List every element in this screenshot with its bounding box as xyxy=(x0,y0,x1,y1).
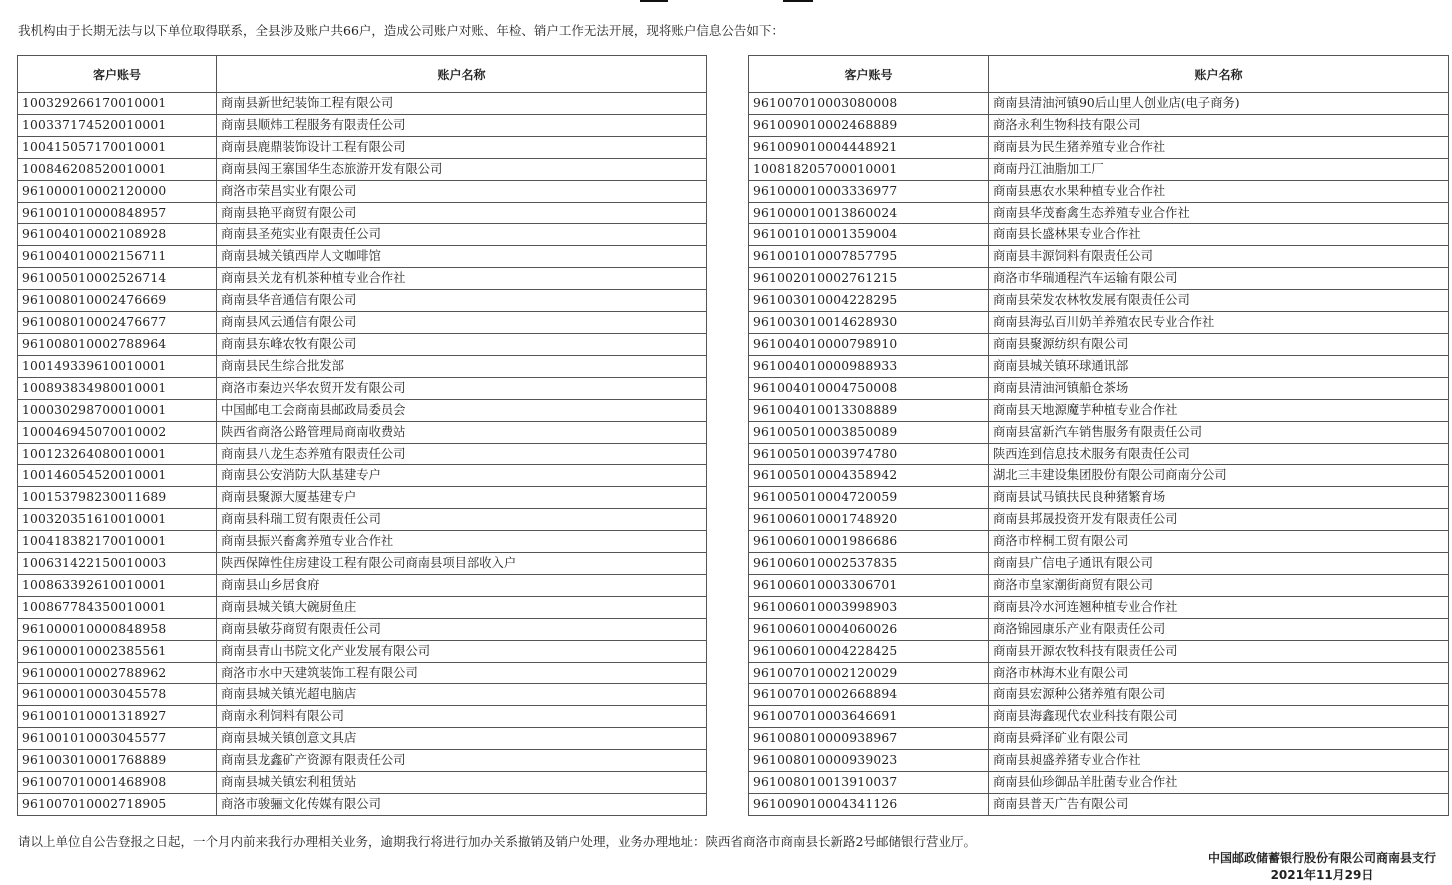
account-name-cell: 商南县城关镇创意文具店 xyxy=(217,728,707,750)
account-name-cell: 商南县八龙生态养殖有限责任公司 xyxy=(217,443,707,465)
account-name-cell: 商南县城关镇环球通讯部 xyxy=(989,355,1449,377)
table-row xyxy=(18,640,707,662)
account-name-cell: 商南县为民生猪养殖专业合作社 xyxy=(989,136,1449,158)
account-name-cell: 商南县海弘百川奶羊养殖农民专业合作社 xyxy=(989,312,1449,334)
account-number-cell: 961000010002788962 xyxy=(18,662,217,684)
table-row xyxy=(18,794,707,816)
account-number-cell: 961006010003306701 xyxy=(749,574,989,596)
table-row xyxy=(749,553,1449,575)
account-name-cell: 商南县圣苑实业有限责任公司 xyxy=(217,224,707,246)
table-row xyxy=(18,487,707,509)
account-name-cell: 商洛市骏骊文化传媒有限公司 xyxy=(217,794,707,816)
table-row xyxy=(18,618,707,640)
account-number-cell: 961005010004358942 xyxy=(749,465,989,487)
account-number-cell: 100818205700010001 xyxy=(749,158,989,180)
account-number-cell: 961000010002385561 xyxy=(18,640,217,662)
account-number-cell: 961005010002526714 xyxy=(18,268,217,290)
account-number-cell: 961006010001986686 xyxy=(749,531,989,553)
table-row xyxy=(749,574,1449,596)
table-row xyxy=(749,662,1449,684)
account-number-cell: 961009010004341126 xyxy=(749,794,989,816)
account-name-cell: 陕西连到信息技术服务有限责任公司 xyxy=(989,443,1449,465)
account-number-cell: 100863392610010001 xyxy=(18,574,217,596)
account-name-cell: 商南县新世纪装饰工程有限公司 xyxy=(217,93,707,115)
account-number-cell: 100329266170010001 xyxy=(18,93,217,115)
footer-notice: 请以上单位自公告登报之日起，一个月内前来我行办理相关业务，逾期我行将进行加办关系撤销及销户处理，业务办理地址：陕西省商洛市商南县长新路2号邮储银行营业厅。 xyxy=(18,834,976,849)
table-row xyxy=(18,772,707,794)
table-row xyxy=(749,180,1449,202)
account-name-cell: 商南县艳平商贸有限公司 xyxy=(217,202,707,224)
account-name-cell: 商南县聚源纺织有限公司 xyxy=(989,333,1449,355)
header-account-name: 账户名称 xyxy=(989,56,1449,93)
table-row xyxy=(749,487,1449,509)
account-number-cell: 961000010003045578 xyxy=(18,684,217,706)
cropped-title-fragment xyxy=(636,0,816,4)
account-number-cell: 961001010003045577 xyxy=(18,728,217,750)
account-name-cell: 商南县敏芬商贸有限责任公司 xyxy=(217,618,707,640)
table-row xyxy=(749,399,1449,421)
table-row xyxy=(18,224,707,246)
account-number-cell: 961008010002476669 xyxy=(18,290,217,312)
account-number-cell: 961004010002108928 xyxy=(18,224,217,246)
account-number-cell: 961005010003850089 xyxy=(749,421,989,443)
account-number-cell: 961000010013860024 xyxy=(749,202,989,224)
table-row xyxy=(749,509,1449,531)
table-row xyxy=(18,684,707,706)
account-name-cell: 商洛市荣昌实业有限公司 xyxy=(217,180,707,202)
account-name-cell: 商南县冷水河连翘种植专业合作社 xyxy=(989,596,1449,618)
account-name-cell: 商南县华音通信有限公司 xyxy=(217,290,707,312)
account-number-cell: 961002010002761215 xyxy=(749,268,989,290)
account-name-cell: 商南永利饲料有限公司 xyxy=(217,706,707,728)
table-row xyxy=(749,93,1449,115)
account-number-cell: 961005010003974780 xyxy=(749,443,989,465)
account-number-cell: 961001010001318927 xyxy=(18,706,217,728)
table-row xyxy=(749,706,1449,728)
table-row xyxy=(18,290,707,312)
account-name-cell: 商南县宏源种公猪养殖有限公司 xyxy=(989,684,1449,706)
table-row xyxy=(749,290,1449,312)
table-row xyxy=(18,202,707,224)
table-row xyxy=(749,333,1449,355)
table-row xyxy=(749,136,1449,158)
account-number-cell: 961004010013308889 xyxy=(749,399,989,421)
header-account-no: 客户账号 xyxy=(749,56,989,93)
account-name-cell: 商南县青山书院文化产业发展有限公司 xyxy=(217,640,707,662)
table-row xyxy=(18,750,707,772)
table-row xyxy=(749,202,1449,224)
account-name-cell: 商南县闯王寨国华生态旅游开发有限公司 xyxy=(217,158,707,180)
account-name-cell: 商南县惠农水果种植专业合作社 xyxy=(989,180,1449,202)
account-number-cell: 961008010013910037 xyxy=(749,772,989,794)
account-number-cell: 100030298700010001 xyxy=(18,399,217,421)
account-number-cell: 961007010002718905 xyxy=(18,794,217,816)
account-number-cell: 961008010000938967 xyxy=(749,728,989,750)
table-row xyxy=(749,465,1449,487)
table-row xyxy=(749,158,1449,180)
account-number-cell: 961005010004720059 xyxy=(749,487,989,509)
account-number-cell: 961006010001748920 xyxy=(749,509,989,531)
table-row xyxy=(18,421,707,443)
account-name-cell: 商南县龙鑫矿产资源有限责任公司 xyxy=(217,750,707,772)
table-row xyxy=(749,684,1449,706)
account-name-cell: 商南县普天广告有限公司 xyxy=(989,794,1449,816)
account-name-cell: 商南县富新汽车销售服务有限责任公司 xyxy=(989,421,1449,443)
account-number-cell: 961001010000848957 xyxy=(18,202,217,224)
account-name-cell: 商南县清油河镇90后山里人创业店(电子商务) xyxy=(989,93,1449,115)
account-number-cell: 961009010002468889 xyxy=(749,114,989,136)
table-row xyxy=(749,750,1449,772)
account-name-cell: 商南县东峰农牧有限公司 xyxy=(217,333,707,355)
account-number-cell: 961008010000939023 xyxy=(749,750,989,772)
account-name-cell: 商洛市梓桐工贸有限公司 xyxy=(989,531,1449,553)
table-row xyxy=(18,158,707,180)
account-name-cell: 商洛市秦边兴华农贸开发有限公司 xyxy=(217,377,707,399)
account-name-cell: 商南县荣发农林牧发展有限责任公司 xyxy=(989,290,1449,312)
account-name-cell: 商南县振兴畜禽养殖专业合作社 xyxy=(217,531,707,553)
account-name-cell: 商南丹江油脂加工厂 xyxy=(989,158,1449,180)
account-name-cell: 商南县长盛林果专业合作社 xyxy=(989,224,1449,246)
table-row xyxy=(749,355,1449,377)
table-row xyxy=(18,574,707,596)
account-name-cell: 商南县城关镇大碗厨鱼庄 xyxy=(217,596,707,618)
account-name-cell: 商南县城关镇宏利租赁站 xyxy=(217,772,707,794)
account-name-cell: 商南县鹿鼎装饰设计工程有限公司 xyxy=(217,136,707,158)
account-number-cell: 961004010002156711 xyxy=(18,246,217,268)
table-row xyxy=(18,596,707,618)
table-row xyxy=(18,114,707,136)
account-number-cell: 961008010002476677 xyxy=(18,312,217,334)
table-row xyxy=(749,114,1449,136)
account-name-cell: 商南县聚源大厦基建专户 xyxy=(217,487,707,509)
account-name-cell: 商南县舜泽矿业有限公司 xyxy=(989,728,1449,750)
account-number-cell: 961004010000988933 xyxy=(749,355,989,377)
table-row xyxy=(749,596,1449,618)
table-row xyxy=(18,136,707,158)
table-row xyxy=(18,377,707,399)
account-number-cell: 961003010014628930 xyxy=(749,312,989,334)
account-name-cell: 商南县顺炜工程服务有限责任公司 xyxy=(217,114,707,136)
account-number-cell: 100867784350010001 xyxy=(18,596,217,618)
account-name-cell: 商南县丰源饲料有限责任公司 xyxy=(989,246,1449,268)
account-number-cell: 961006010004060026 xyxy=(749,618,989,640)
table-row xyxy=(749,268,1449,290)
account-name-cell: 商南县华茂畜禽生态养殖专业合作社 xyxy=(989,202,1449,224)
table-row xyxy=(749,312,1449,334)
account-name-cell: 商洛市林海木业有限公司 xyxy=(989,662,1449,684)
account-number-cell: 961001010007857795 xyxy=(749,246,989,268)
table-row xyxy=(18,728,707,750)
account-number-cell: 961000010000848958 xyxy=(18,618,217,640)
account-name-cell: 商南县试马镇扶民良种猪繁育场 xyxy=(989,487,1449,509)
account-name-cell: 商洛锦园康乐产业有限责任公司 xyxy=(989,618,1449,640)
table-row xyxy=(749,640,1449,662)
table-row xyxy=(18,509,707,531)
account-name-cell: 商南县海鑫现代农业科技有限公司 xyxy=(989,706,1449,728)
account-number-cell: 100631422150010003 xyxy=(18,553,217,575)
signature-block xyxy=(1208,850,1436,884)
table-row xyxy=(18,706,707,728)
account-name-cell: 商南县开源农牧科技有限责任公司 xyxy=(989,640,1449,662)
signature-org: 中国邮政储蓄银行股份有限公司商南县支行 xyxy=(1207,851,1436,865)
account-name-cell: 商洛市华瑞通程汽车运输有限公司 xyxy=(989,268,1449,290)
table-row xyxy=(18,268,707,290)
account-name-cell: 商南县清油河镇船仓茶场 xyxy=(989,377,1449,399)
account-name-cell: 商南县城关镇西岸人文咖啡馆 xyxy=(217,246,707,268)
table-row xyxy=(18,355,707,377)
account-number-cell: 100415057170010001 xyxy=(18,136,217,158)
table-row xyxy=(749,531,1449,553)
account-number-cell: 100846208520010001 xyxy=(18,158,217,180)
table-row xyxy=(749,246,1449,268)
account-name-cell: 商南县邦晟投资开发有限责任公司 xyxy=(989,509,1449,531)
account-name-cell: 商南县科瑞工贸有限责任公司 xyxy=(217,509,707,531)
table-row xyxy=(749,377,1449,399)
account-name-cell: 商南县风云通信有限公司 xyxy=(217,312,707,334)
account-name-cell: 商南县城关镇光超电脑店 xyxy=(217,684,707,706)
account-name-cell: 商南县民生综合批发部 xyxy=(217,355,707,377)
table-row xyxy=(18,312,707,334)
table-row xyxy=(18,399,707,421)
account-number-cell: 100418382170010001 xyxy=(18,531,217,553)
table-row xyxy=(18,443,707,465)
account-number-cell: 961000010003336977 xyxy=(749,180,989,202)
table-row xyxy=(18,662,707,684)
account-number-cell: 961006010002537835 xyxy=(749,553,989,575)
account-number-cell: 961007010003646691 xyxy=(749,706,989,728)
account-name-cell: 陕西保障性住房建设工程有限公司商南县项目部收入户 xyxy=(217,553,707,575)
table-row xyxy=(18,180,707,202)
account-number-cell: 961007010003080008 xyxy=(749,93,989,115)
account-number-cell: 961004010004750008 xyxy=(749,377,989,399)
account-number-cell: 100123264080010001 xyxy=(18,443,217,465)
account-number-cell: 961001010001359004 xyxy=(749,224,989,246)
account-number-cell: 100146054520010001 xyxy=(18,465,217,487)
table-row xyxy=(749,443,1449,465)
account-name-cell: 商洛市皇家潮街商贸有限公司 xyxy=(989,574,1449,596)
account-name-cell: 商南县山乡居食府 xyxy=(217,574,707,596)
signature-date: 2021年11月29日 xyxy=(1270,868,1374,882)
table-row xyxy=(18,93,707,115)
account-number-cell: 961006010003998903 xyxy=(749,596,989,618)
table-row xyxy=(18,531,707,553)
account-number-cell: 961008010002788964 xyxy=(18,333,217,355)
table-row xyxy=(18,465,707,487)
account-number-cell: 100046945070010002 xyxy=(18,421,217,443)
header-account-no: 客户账号 xyxy=(18,56,217,93)
account-name-cell: 湖北三丰建设集团股份有限公司商南分公司 xyxy=(989,465,1449,487)
table-row xyxy=(749,618,1449,640)
account-name-cell: 陕西省商洛公路管理局商南收费站 xyxy=(217,421,707,443)
account-number-cell: 100153798230011689 xyxy=(18,487,217,509)
account-name-cell: 商南县天地源魔芋种植专业合作社 xyxy=(989,399,1449,421)
table-row xyxy=(18,246,707,268)
account-name-cell: 商南县广信电子通讯有限公司 xyxy=(989,553,1449,575)
table-row xyxy=(749,728,1449,750)
account-number-cell: 100337174520010001 xyxy=(18,114,217,136)
account-name-cell: 商南县仙珍御品羊肚菌专业合作社 xyxy=(989,772,1449,794)
account-number-cell: 961003010004228295 xyxy=(749,290,989,312)
header-account-name: 账户名称 xyxy=(217,56,707,93)
account-number-cell: 961003010001768889 xyxy=(18,750,217,772)
account-number-cell: 100893834980010001 xyxy=(18,377,217,399)
account-name-cell: 中国邮电工会商南县邮政局委员会 xyxy=(217,399,707,421)
account-number-cell: 961009010004448921 xyxy=(749,136,989,158)
account-number-cell: 100320351610010001 xyxy=(18,509,217,531)
table-row xyxy=(749,224,1449,246)
table-row xyxy=(749,772,1449,794)
account-number-cell: 100149339610010001 xyxy=(18,355,217,377)
table-row xyxy=(18,333,707,355)
account-name-cell: 商洛永利生物科技有限公司 xyxy=(989,114,1449,136)
account-number-cell: 961007010001468908 xyxy=(18,772,217,794)
table-row xyxy=(749,421,1449,443)
account-number-cell: 961000010002120000 xyxy=(18,180,217,202)
account-name-cell: 商洛市水中天建筑装饰工程有限公司 xyxy=(217,662,707,684)
account-number-cell: 961004010000798910 xyxy=(749,333,989,355)
account-number-cell: 961007010002668894 xyxy=(749,684,989,706)
intro-text: 我机构由于长期无法与以下单位取得联系，全县涉及账户共66户，造成公司账户对账、年检、销户工作无法开展，现将账户信息公告如下： xyxy=(18,23,784,38)
account-number-cell: 961007010002120029 xyxy=(749,662,989,684)
table-row xyxy=(749,794,1449,816)
accounts-table-left xyxy=(17,55,707,816)
accounts-table-right xyxy=(748,55,1449,816)
table-row xyxy=(18,553,707,575)
account-number-cell: 961006010004228425 xyxy=(749,640,989,662)
account-name-cell: 商南县关龙有机茶种植专业合作社 xyxy=(217,268,707,290)
account-name-cell: 商南县公安消防大队基建专户 xyxy=(217,465,707,487)
account-name-cell: 商南县昶盛养猪专业合作社 xyxy=(989,750,1449,772)
